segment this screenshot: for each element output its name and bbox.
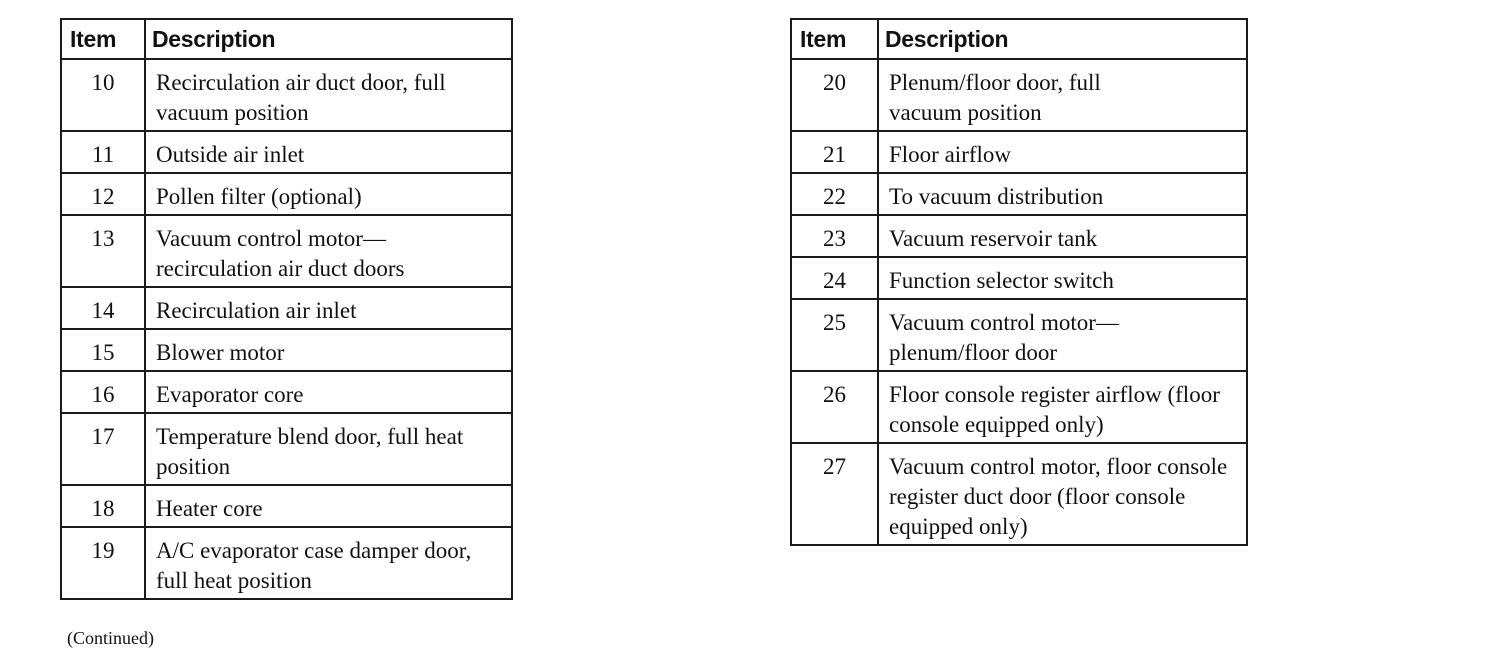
parts-legend-table-left <box>60 18 513 600</box>
table-header-row <box>61 19 512 59</box>
table-row <box>61 173 512 215</box>
item-description: Vacuum reservoir tank <box>878 215 1247 257</box>
item-number: 19 <box>61 527 145 599</box>
description-column-header: Description <box>145 19 512 59</box>
item-description: Recirculation air duct door, full vacuum position <box>145 59 512 131</box>
item-description: Evaporator core <box>145 371 512 413</box>
item-description: Vacuum control motor—recirculation air duct doors <box>145 215 512 287</box>
item-number: 15 <box>61 329 145 371</box>
item-number: 17 <box>61 413 145 485</box>
table-row <box>61 371 512 413</box>
table-row <box>61 329 512 371</box>
parts-legend-table-right <box>790 18 1248 546</box>
table-row <box>791 215 1247 257</box>
item-description: To vacuum distribution <box>878 173 1247 215</box>
item-description: Pollen filter (optional) <box>145 173 512 215</box>
item-number: 12 <box>61 173 145 215</box>
item-number: 26 <box>791 371 878 443</box>
item-description: Function selector switch <box>878 257 1247 299</box>
item-description: Floor airflow <box>878 131 1247 173</box>
description-column-header: Description <box>878 19 1247 59</box>
table-row <box>61 131 512 173</box>
item-number: 16 <box>61 371 145 413</box>
item-description: Outside air inlet <box>145 131 512 173</box>
table-row <box>791 59 1247 131</box>
table-row <box>61 527 512 599</box>
table-row <box>791 299 1247 371</box>
table-row <box>61 485 512 527</box>
table-row <box>61 413 512 485</box>
table-header-row <box>791 19 1247 59</box>
table-row <box>61 59 512 131</box>
continued-note: (Continued) <box>67 628 154 648</box>
item-description: Vacuum control motor, floor console register duct door (floor console equipped only) <box>878 443 1247 545</box>
table-row <box>61 287 512 329</box>
item-number: 18 <box>61 485 145 527</box>
item-number: 25 <box>791 299 878 371</box>
item-description: A/C evaporator case damper door, full heat position <box>145 527 512 599</box>
item-description: Heater core <box>145 485 512 527</box>
item-number: 14 <box>61 287 145 329</box>
item-number: 13 <box>61 215 145 287</box>
item-description: Blower motor <box>145 329 512 371</box>
item-number: 24 <box>791 257 878 299</box>
item-description: Floor console register airflow (floor console equipped only) <box>878 371 1247 443</box>
item-number: 11 <box>61 131 145 173</box>
item-column-header: Item <box>791 19 878 59</box>
table-row <box>791 443 1247 545</box>
item-column-header: Item <box>61 19 145 59</box>
item-description: Plenum/floor door, full vacuum position <box>878 59 1247 131</box>
table-row <box>791 173 1247 215</box>
item-number: 22 <box>791 173 878 215</box>
item-description: Vacuum control motor—plenum/floor door <box>878 299 1247 371</box>
item-number: 21 <box>791 131 878 173</box>
item-number: 27 <box>791 443 878 545</box>
item-number: 23 <box>791 215 878 257</box>
item-description: Recirculation air inlet <box>145 287 512 329</box>
item-number: 20 <box>791 59 878 131</box>
item-number: 10 <box>61 59 145 131</box>
table-row <box>61 215 512 287</box>
table-row <box>791 257 1247 299</box>
table-row <box>791 371 1247 443</box>
item-description: Temperature blend door, full heat position <box>145 413 512 485</box>
table-row <box>791 131 1247 173</box>
